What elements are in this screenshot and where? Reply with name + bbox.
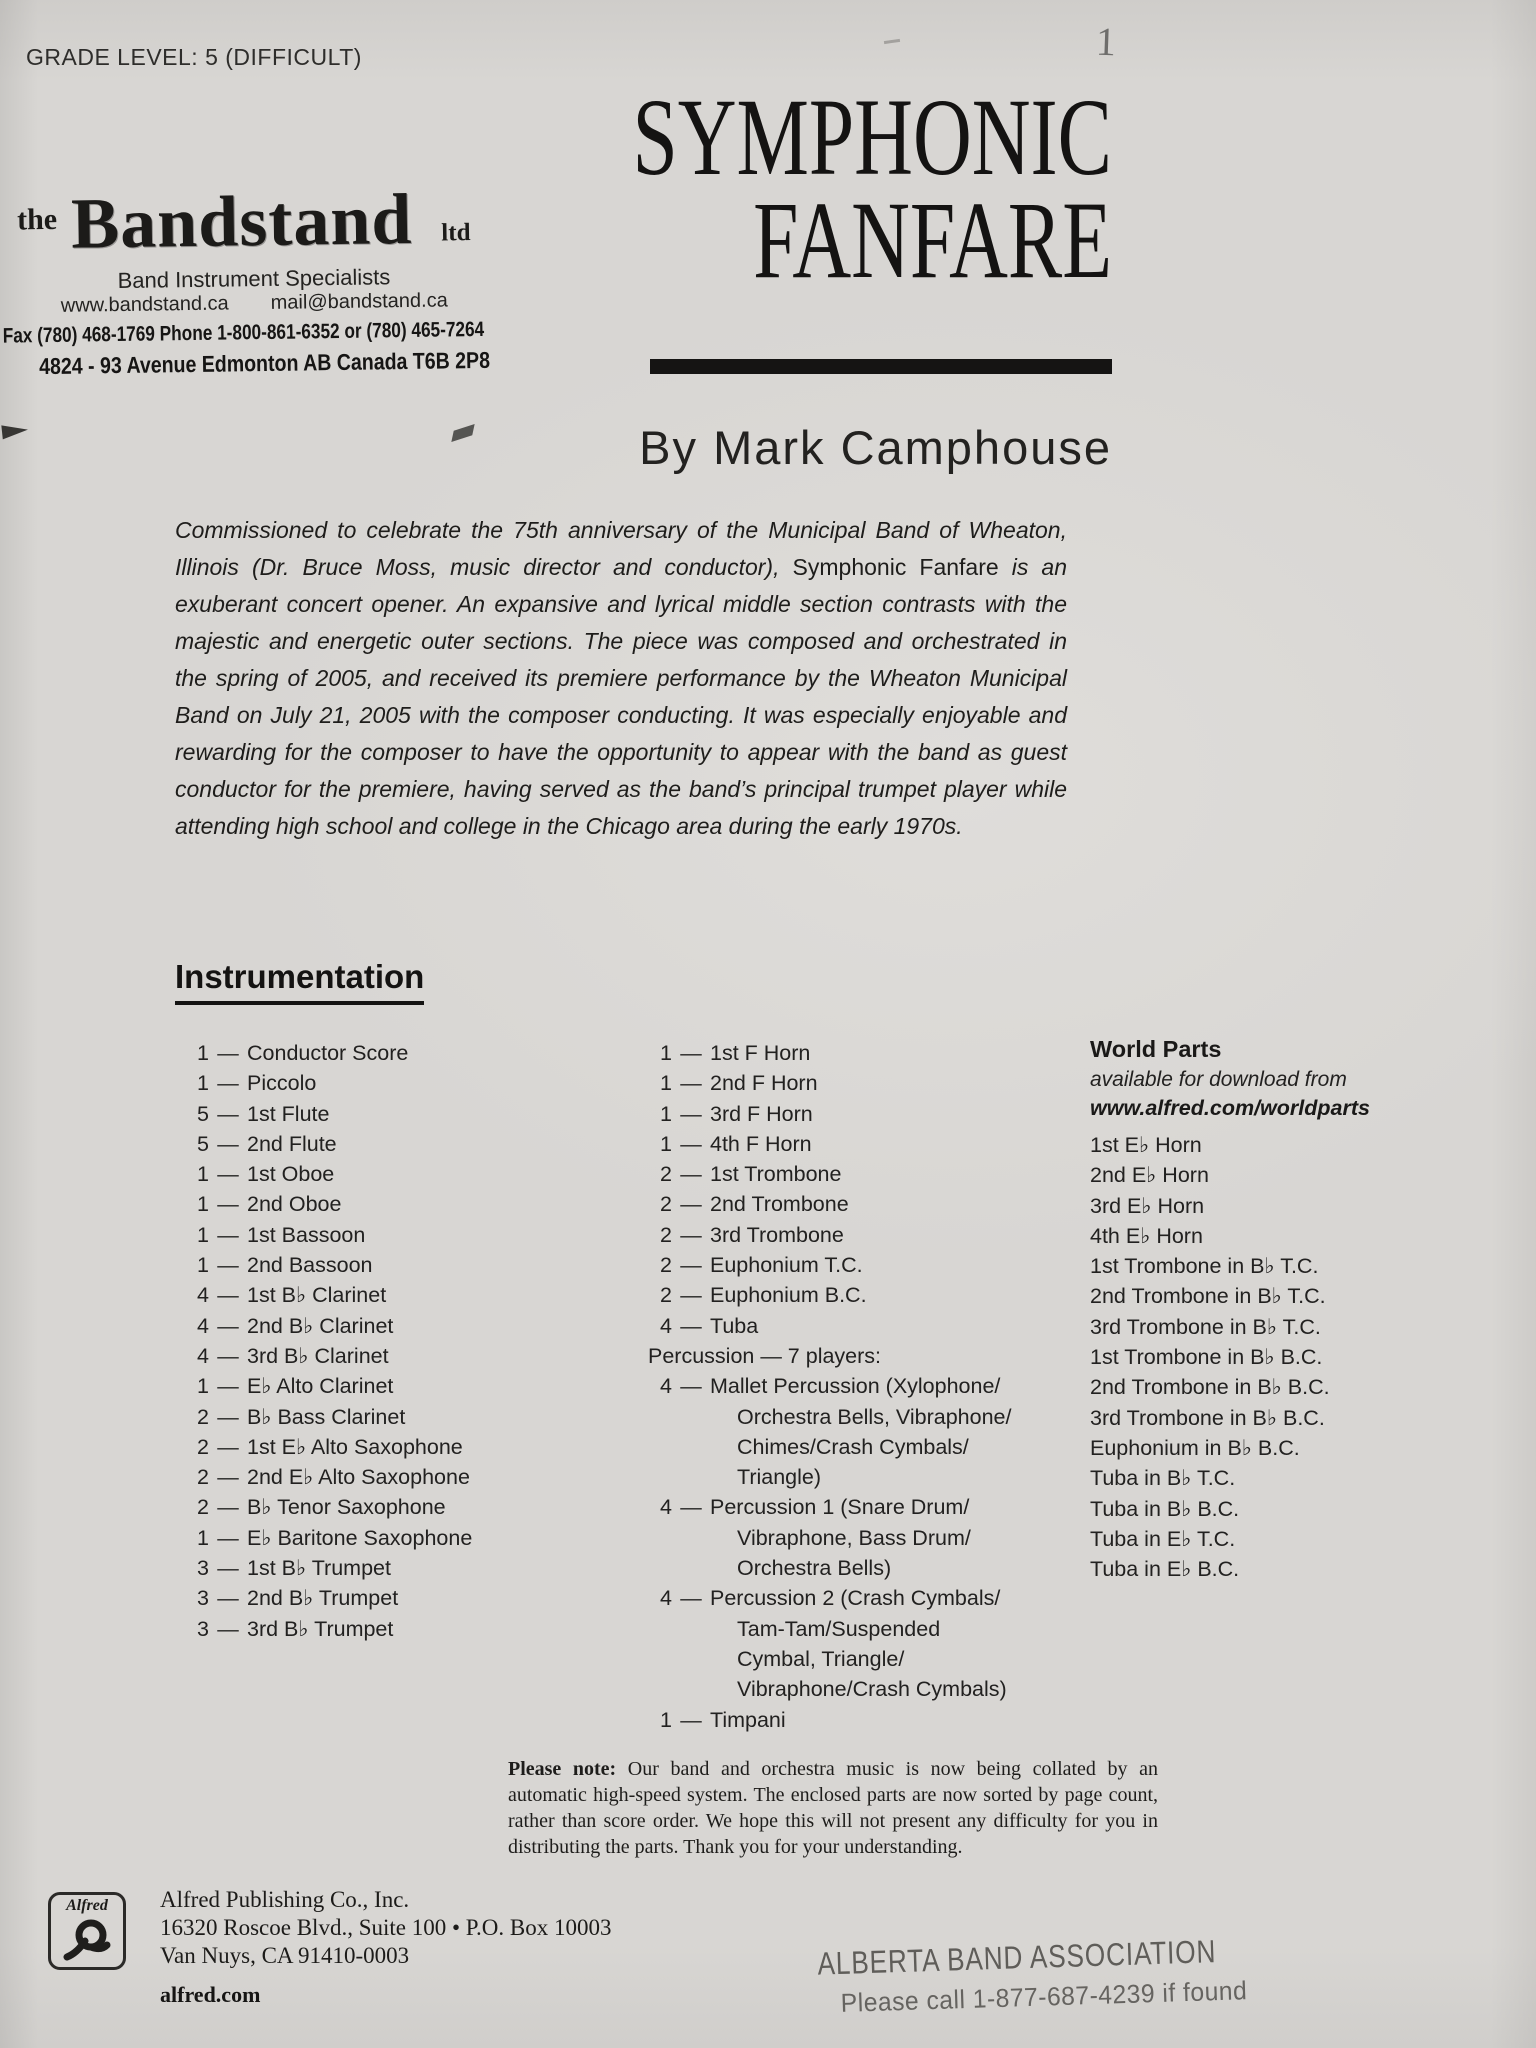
please-note-text: Our band and orchestra music is now being collated by an automatic high-speed system. The enclosed parts are now sorted by page count, rather than score order. We hope this will not present any difficulty for you in distributing the parts. Thank you for your understanding. bbox=[508, 1758, 1158, 1858]
pencil-mark bbox=[884, 39, 900, 44]
instr-row: 3 — 1st B♭ Trumpet bbox=[197, 1556, 391, 1581]
instr-row: 4 — Percussion 1 (Snare Drum/ bbox=[660, 1495, 970, 1520]
instr-row: 1 — 2nd Oboe bbox=[197, 1192, 342, 1217]
world-parts-heading: World Parts bbox=[1090, 1036, 1222, 1062]
instr-row: 2 — 2nd Trombone bbox=[660, 1192, 849, 1217]
stamp-smudge-mark bbox=[451, 424, 474, 442]
bandstand-website: www.bandstand.ca bbox=[60, 292, 229, 317]
alfred-logo bbox=[48, 1892, 126, 1970]
instr-row: 1 — 2nd Bassoon bbox=[197, 1253, 373, 1278]
bandstand-dealer-stamp bbox=[2, 178, 516, 381]
world-part-item: 2nd E♭ Horn bbox=[1090, 1163, 1209, 1188]
instr-row: 4 — Mallet Percussion (Xylophone/ bbox=[660, 1374, 1001, 1399]
stamp-arrow-mark bbox=[1, 423, 28, 440]
instr-col-1 bbox=[185, 1038, 472, 1644]
instr-row: 2 — 1st E♭ Alto Saxophone bbox=[197, 1434, 463, 1459]
alberta-stamp-line1: ALBERTA BAND ASSOCIATION bbox=[816, 1933, 1217, 1982]
world-part-item: Tuba in E♭ B.C. bbox=[1090, 1557, 1240, 1582]
bandstand-logo-row bbox=[13, 178, 514, 270]
instr-row-continuation: Tam-Tam/Suspended bbox=[737, 1616, 941, 1641]
alberta-stamp-line2: Please call 1-877-687-4239 if found bbox=[840, 1975, 1248, 2018]
instrumentation-heading: Instrumentation bbox=[175, 958, 424, 1005]
world-part-item: 1st E♭ Horn bbox=[1090, 1133, 1202, 1157]
instr-row: 1 — E♭ Baritone Saxophone bbox=[197, 1525, 473, 1550]
bandstand-email: mail@bandstand.ca bbox=[270, 289, 448, 314]
instr-row: 1 — E♭ Alto Clarinet bbox=[197, 1374, 394, 1399]
world-parts-list bbox=[1090, 1130, 1370, 1584]
program-note bbox=[175, 512, 1067, 845]
instr-row: 1 — Timpani bbox=[660, 1707, 786, 1732]
instr-row: 1 — Piccolo bbox=[197, 1071, 317, 1096]
instr-row: 4 — 3rd B♭ Clarinet bbox=[197, 1343, 389, 1368]
bandstand-name: Bandstand bbox=[70, 178, 413, 264]
publisher-name: Alfred Publishing Co., Inc. bbox=[160, 1887, 410, 1912]
instr-row: 2 — 1st Trombone bbox=[660, 1162, 842, 1187]
instr-row: 2 — Euphonium T.C. bbox=[660, 1253, 863, 1278]
instr-row: 4 — 1st B♭ Clarinet bbox=[197, 1283, 387, 1308]
program-note-work-title: Symphonic Fanfare bbox=[792, 554, 999, 580]
instr-row: 5 — 1st Flute bbox=[197, 1101, 330, 1126]
instr-row: 1 — 1st F Horn bbox=[660, 1041, 811, 1065]
instr-row: 1 — 1st Oboe bbox=[197, 1162, 335, 1187]
publisher-street: 16320 Roscoe Blvd., Suite 100 • P.O. Box 10003 bbox=[160, 1915, 612, 1940]
instr-row: 2 — Euphonium B.C. bbox=[660, 1283, 867, 1308]
world-parts-block bbox=[1090, 1036, 1370, 1584]
bandstand-suffix: ltd bbox=[441, 219, 471, 247]
please-note-label: Please note: bbox=[508, 1758, 617, 1780]
alberta-band-association-stamp bbox=[817, 1930, 1305, 2019]
instr-row-continuation: Orchestra Bells, Vibraphone/ bbox=[737, 1404, 1012, 1429]
alfred-logo-word: Alfred bbox=[66, 1897, 108, 1914]
instr-row: 2 — 3rd Trombone bbox=[660, 1222, 844, 1247]
instr-row-continuation: Triangle) bbox=[737, 1465, 822, 1490]
please-note bbox=[508, 1756, 1158, 1860]
instr-row: 2 — B♭ Bass Clarinet bbox=[197, 1404, 406, 1429]
instr-row: 2 — 2nd E♭ Alto Saxophone bbox=[197, 1465, 470, 1490]
world-part-item: 3rd Trombone in B♭ B.C. bbox=[1090, 1405, 1325, 1430]
publisher-city: Van Nuys, CA 91410-0003 bbox=[160, 1943, 410, 1968]
bandstand-address: 4824 - 93 Avenue Edmonton AB Canada T6B 2P8 bbox=[38, 346, 491, 380]
world-part-item: 2nd Trombone in B♭ T.C. bbox=[1090, 1284, 1326, 1309]
instr-row: 4 — 2nd B♭ Clarinet bbox=[197, 1313, 394, 1338]
instr-row: 1 — 3rd F Horn bbox=[660, 1101, 813, 1126]
world-parts-subtitle: available for download from bbox=[1090, 1068, 1347, 1091]
world-part-item: Tuba in B♭ T.C. bbox=[1090, 1466, 1236, 1491]
instr-row: 1 — 1st Bassoon bbox=[197, 1222, 366, 1247]
instr-col-2 bbox=[648, 1038, 1011, 1735]
grade-level-label: GRADE LEVEL: 5 (DIFFICULT) bbox=[26, 44, 362, 70]
world-part-item: Tuba in E♭ T.C. bbox=[1090, 1526, 1236, 1551]
composer-byline: By Mark Camphouse bbox=[639, 421, 1112, 474]
title-line-1: SYMPHONIC bbox=[632, 76, 1112, 198]
page-number: 1 bbox=[1095, 18, 1117, 65]
instr-row: 3 — 2nd B♭ Trumpet bbox=[197, 1586, 399, 1611]
instr-row-continuation: Orchestra Bells) bbox=[737, 1556, 892, 1581]
title-line-2: FANFARE bbox=[753, 179, 1112, 301]
title-block bbox=[464, 76, 1112, 301]
instr-row-continuation: Vibraphone/Crash Cymbals) bbox=[737, 1677, 1007, 1702]
world-parts-url: www.alfred.com/worldparts bbox=[1090, 1096, 1370, 1120]
world-part-item: 1st Trombone in B♭ T.C. bbox=[1090, 1254, 1319, 1279]
program-note-part1: Commissioned to celebrate the 75th anniversary of the Municipal Band of Wheaton, Illinois (Dr. Bruce Moss, music director and conductor), bbox=[175, 517, 1067, 580]
bandstand-tagline: Band Instrument Specialists bbox=[117, 264, 391, 294]
bandstand-prefix: the bbox=[16, 202, 58, 237]
publisher-address-block bbox=[160, 1886, 611, 1970]
instr-subheader: Percussion — 7 players: bbox=[648, 1343, 882, 1368]
alfred-logo-glyph bbox=[61, 1915, 113, 1961]
instr-row-continuation: Vibraphone, Bass Drum/ bbox=[737, 1525, 971, 1550]
title-divider-bar bbox=[650, 359, 1112, 374]
instr-row: 3 — 3rd B♭ Trumpet bbox=[197, 1616, 394, 1641]
publisher-website: alfred.com bbox=[160, 1982, 261, 2007]
bandstand-fax-phone: Fax (780) 468-1769 Phone 1-800-861-6352 or (780) 465-7264 bbox=[2, 317, 485, 348]
instr-row: 5 — 2nd Flute bbox=[197, 1131, 337, 1156]
instr-row: 1 — Conductor Score bbox=[197, 1041, 409, 1065]
instr-row: 2 — B♭ Tenor Saxophone bbox=[197, 1495, 446, 1520]
world-part-item: 1st Trombone in B♭ B.C. bbox=[1090, 1345, 1323, 1370]
world-part-item: Tuba in B♭ B.C. bbox=[1090, 1496, 1240, 1521]
world-part-item: 4th E♭ Horn bbox=[1090, 1223, 1203, 1248]
world-part-item: 3rd E♭ Horn bbox=[1090, 1193, 1205, 1218]
instr-row: 1 — 4th F Horn bbox=[660, 1131, 812, 1156]
instr-row: 4 — Percussion 2 (Crash Cymbals/ bbox=[660, 1586, 1001, 1611]
instr-row: 1 — 2nd F Horn bbox=[660, 1071, 818, 1096]
instr-row: 4 — Tuba bbox=[660, 1313, 759, 1338]
instr-row-continuation: Cymbal, Triangle/ bbox=[737, 1646, 905, 1671]
world-part-item: Euphonium in B♭ B.C. bbox=[1090, 1435, 1300, 1460]
world-part-item: 3rd Trombone in B♭ T.C. bbox=[1090, 1314, 1321, 1339]
program-note-part3: is an exuberant concert opener. An expansive and lyrical middle section contrasts with the majestic and energetic outer sections. The piece was composed and orchestrated in the spring of 2005, and received its premiere performance by the Wheaton Municipal Band on July 21, 2005 with the composer conducting. It was especially enjoyable and rewarding for the composer to have the opportunity to appear with the band as guest conductor for the premiere, having served as the band’s principal trumpet player while attending high school and college in the Chicago area during the early 1970s. bbox=[175, 554, 1068, 839]
world-part-item: 2nd Trombone in B♭ B.C. bbox=[1090, 1375, 1330, 1400]
instrumentation-heading-wrap bbox=[175, 958, 424, 1005]
instr-row-continuation: Chimes/Crash Cymbals/ bbox=[737, 1434, 969, 1459]
